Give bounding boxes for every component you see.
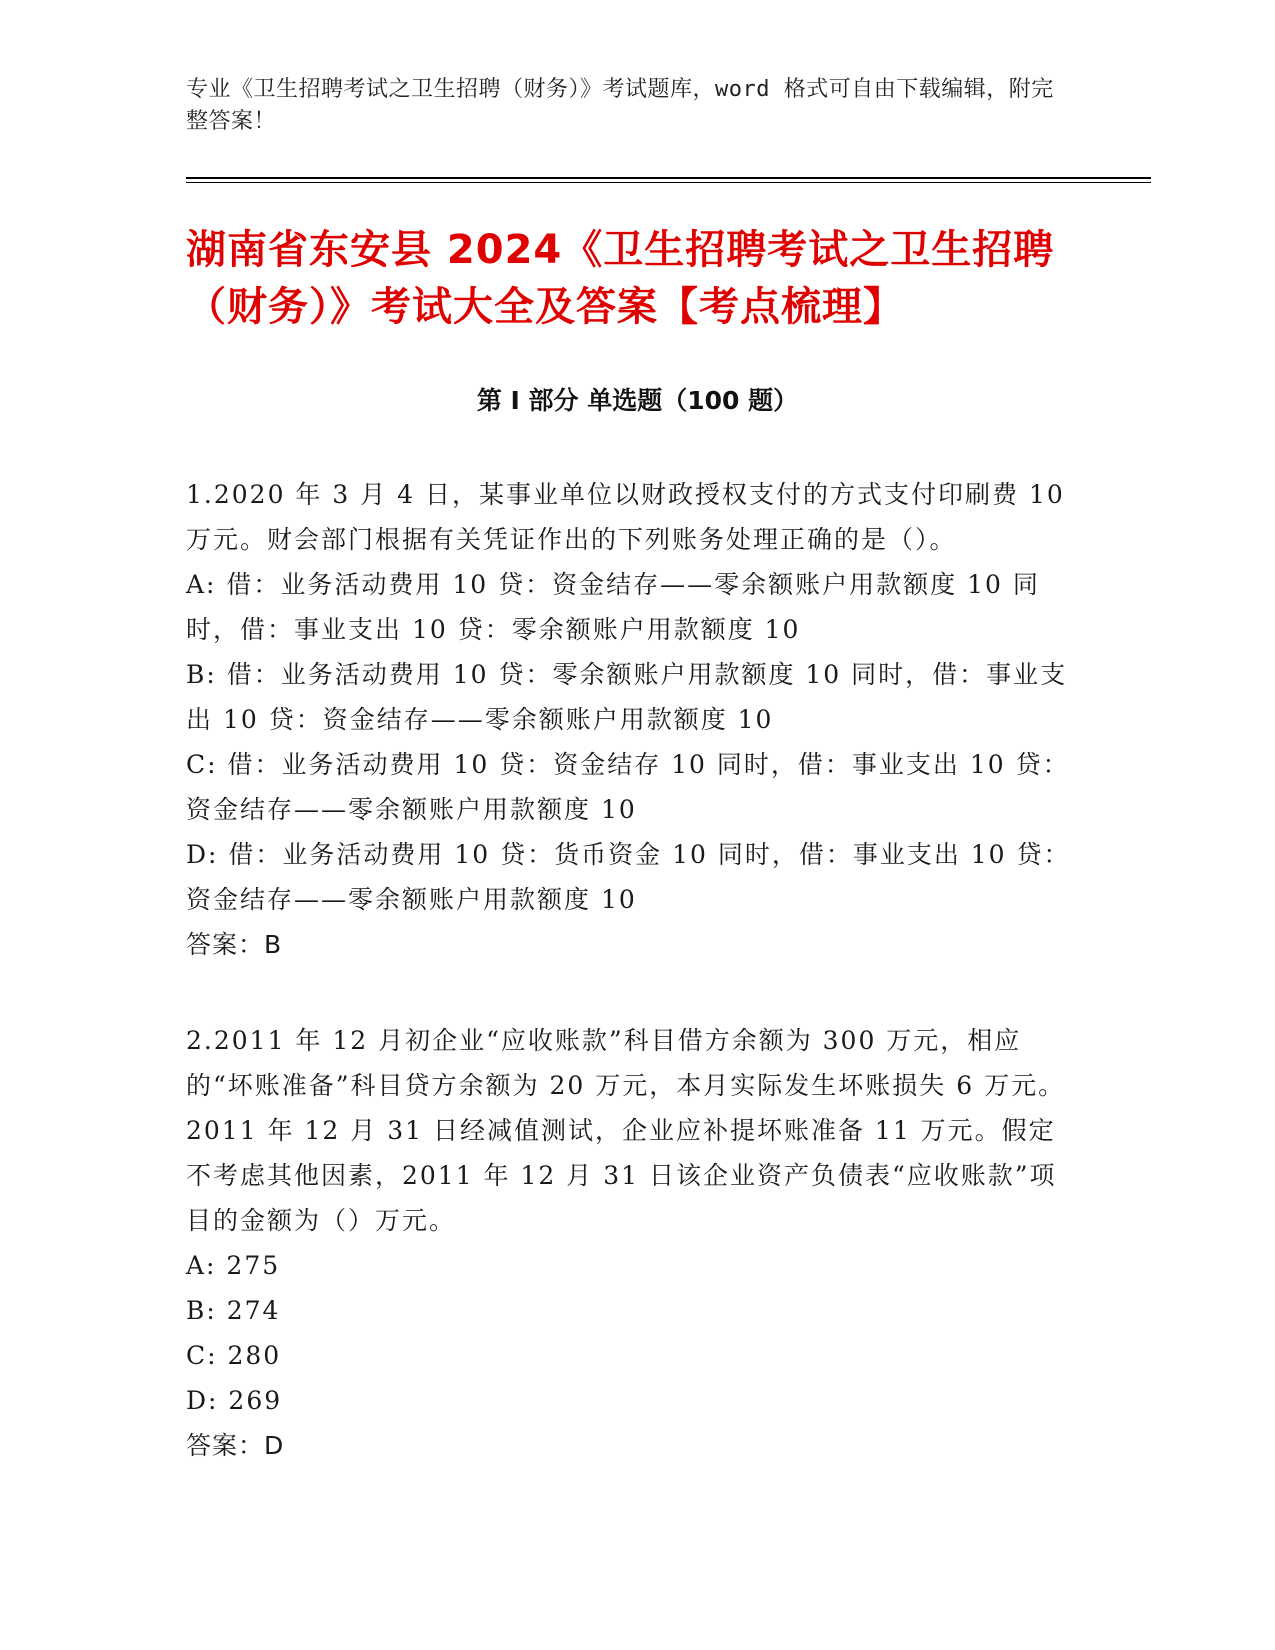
- option-b: B: 274: [186, 1296, 281, 1325]
- question-2: [186, 1018, 1076, 1468]
- question-stem: 1.2020 年 3 月 4 日，某事业单位以财政授权支付的方式支付印刷费 10 万元。财会部门根据有关凭证作出的下列账务处理正确的是（）。: [186, 480, 1065, 554]
- option-c: C: 借：业务活动费用 10 贷：资金结存 10 同时，借：事业支出 10 贷：资金结存——零余额账户用款额度 10: [186, 750, 1070, 824]
- option-c: C: 280: [186, 1341, 282, 1370]
- question-1: [186, 472, 1076, 967]
- option-d: D: 269: [186, 1386, 283, 1415]
- option-d: D: 借：业务活动费用 10 贷：货币资金 10 同时，借：事业支出 10 贷：资金结存——零余额账户用款额度 10: [186, 840, 1071, 914]
- option-a: A: 275: [186, 1251, 281, 1280]
- answer: 答案：B: [186, 930, 283, 959]
- document-title: 湖南省东安县 2024《卫生招聘考试之卫生招聘（财务）》考试大全及答案【考点梳理】: [186, 227, 1055, 330]
- answer: 答案：D: [186, 1431, 285, 1460]
- question-stem: 2.2011 年 12 月初企业“应收账款”科目借方余额为 300 万元，相应的“坏账准备”科目贷方余额为 20 万元，本月实际发生坏账损失 6 万元。2011 年 12 月 31 日经减值测试，企业应补提坏账准备 11 万元。假定不考虑其他因素，2011 年 12 月 31 日该企业资产负债表“应收账款”项目的金额为（）万元。: [186, 1026, 1066, 1235]
- section-heading: 第 I 部分 单选题（100 题）: [476, 386, 799, 415]
- header-divider-thick: [186, 177, 1151, 179]
- option-b: B: 借：业务活动费用 10 贷：零余额账户用款额度 10 同时，借：事业支出 10 贷：资金结存——零余额账户用款额度 10: [186, 660, 1068, 734]
- header-note: 专业《卫生招聘考试之卫生招聘（财务）》考试题库，word 格式可自由下载编辑，附完整答案！: [186, 77, 1054, 134]
- option-a: A: 借：业务活动费用 10 贷：资金结存——零余额账户用款额度 10 同时，借：事业支出 10 贷：零余额账户用款额度 10: [186, 570, 1040, 644]
- header-divider-thin: [186, 182, 1151, 183]
